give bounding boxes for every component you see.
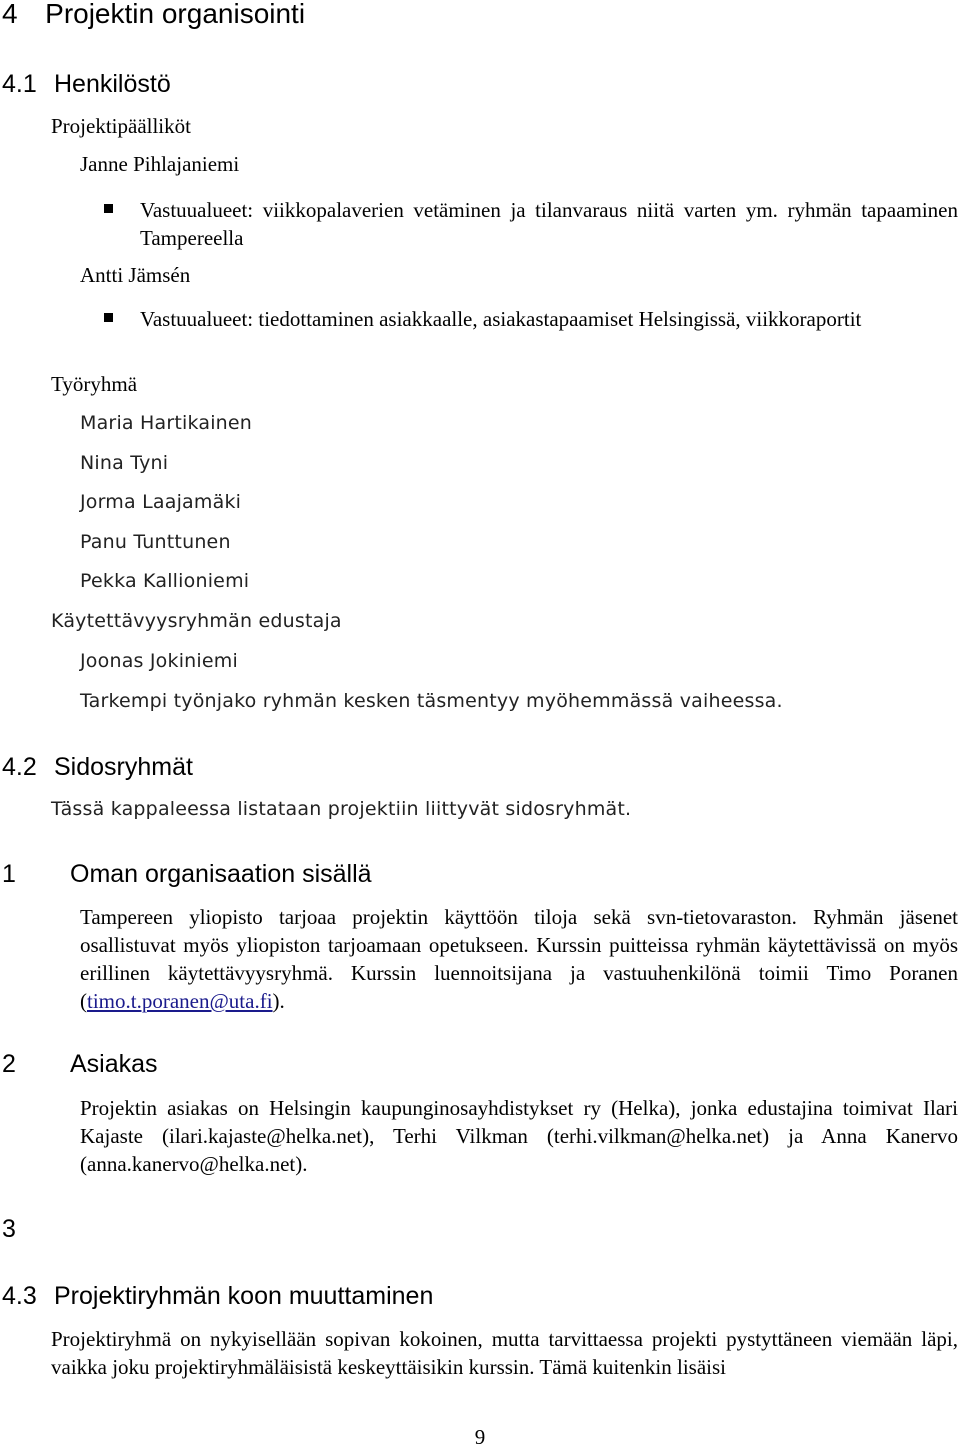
paragraph-text-end: ). bbox=[272, 989, 285, 1013]
manager-1-responsibilities bbox=[104, 196, 958, 252]
section-title: Sidosryhmät bbox=[54, 753, 193, 781]
section-number: 4.1 bbox=[2, 70, 37, 98]
manager-name-2: Antti Jämsén bbox=[80, 263, 191, 287]
usability-member: Joonas Jokiniemi bbox=[80, 650, 238, 672]
square-bullet-icon bbox=[104, 204, 113, 213]
square-bullet-icon bbox=[104, 313, 113, 322]
team-member: Panu Tunttunen bbox=[80, 531, 231, 553]
work-division-note: Tarkempi työnjako ryhmän kesken täsmentyy myöhemmässä vaiheessa. bbox=[80, 690, 783, 712]
manager-name-1: Janne Pihlajaniemi bbox=[80, 152, 240, 176]
subsection-heading-1 bbox=[2, 859, 372, 889]
manager-2-responsibilities bbox=[104, 305, 958, 361]
responsibilities-text: Vastuualueet: tiedottaminen asiakkaalle, asiakastapaamiset Helsingissä, viikkoraportit bbox=[140, 307, 862, 331]
email-link[interactable]: timo.t.poranen@uta.fi bbox=[87, 989, 273, 1013]
chapter-number: 4 bbox=[2, 0, 18, 29]
client-paragraph: Projektin asiakas on Helsingin kaupunginosayhdistykset ry (Helka), jonka edustajina toimivat Ilari Kajaste (ilari.kajaste@helka.net), Terhi Vilkman (terhi.vilkman@helka.net) ja Anna Kanervo (anna.kanervo@helka.net). bbox=[80, 1096, 958, 1176]
paragraph-text: Tampereen yliopisto tarjoaa projektin käyttöön tiloja sekä svn-tietovaraston. Ryhmän jäsenet osallistuvat myös yliopiston tarjoamaan opetukseen. Kurssin puitteissa ryhmän käytettävissä on myös erillinen käytettävyysryhmä. Kurssin luennoitsijana ja vastuuhenkilönä toimii Timo Poranen ( bbox=[80, 905, 958, 1013]
usability-heading: Käytettävyysryhmän edustaja bbox=[51, 610, 342, 632]
section-heading-4-3 bbox=[2, 1281, 433, 1311]
section-heading-4-1 bbox=[2, 69, 171, 99]
subsection-title: Asiakas bbox=[70, 1050, 158, 1078]
chapter-title: Projektin organisointi bbox=[45, 0, 306, 29]
subsection-title: Oman organisaation sisällä bbox=[70, 860, 372, 888]
project-managers-heading: Projektipäälliköt bbox=[51, 114, 191, 138]
team-member: Jorma Laajamäki bbox=[80, 491, 242, 513]
subsection-heading-3 bbox=[2, 1214, 16, 1244]
section-intro: Tässä kappaleessa listataan projektiin liittyvät sidosryhmät. bbox=[51, 798, 632, 820]
subsection-number: 1 bbox=[2, 860, 16, 888]
subsection-number: 3 bbox=[2, 1215, 16, 1243]
subsection-heading-2 bbox=[2, 1049, 158, 1079]
section-number: 4.2 bbox=[2, 753, 37, 781]
team-member: Nina Tyni bbox=[80, 452, 169, 474]
team-member: Pekka Kallioniemi bbox=[80, 570, 250, 592]
section-title: Henkilöstö bbox=[54, 70, 171, 98]
section-heading-4-2 bbox=[2, 752, 193, 782]
chapter-heading bbox=[2, 0, 305, 30]
team-size-paragraph: Projektiryhmä on nykyisellään sopivan kokoinen, mutta tarvittaessa projekti pystyttäneen viemään läpi, vaikka joku projektiryhmäläisistä keskeyttäisikin kurssin. Tämä kuitenkin lisäisi bbox=[51, 1327, 958, 1379]
section-title: Projektiryhmän koon muuttaminen bbox=[54, 1282, 434, 1310]
team-member: Maria Hartikainen bbox=[80, 412, 253, 434]
team-heading: Työryhmä bbox=[51, 372, 138, 396]
section-number: 4.3 bbox=[2, 1282, 37, 1310]
page-number: 9 bbox=[474, 1425, 486, 1449]
subsection-number: 2 bbox=[2, 1050, 16, 1078]
organisation-paragraph bbox=[80, 903, 958, 1015]
responsibilities-text: Vastuualueet: viikkopalaverien vetäminen ja tilanvaraus niitä varten ym. ryhmän tapaaminen Tampereella bbox=[140, 198, 958, 250]
